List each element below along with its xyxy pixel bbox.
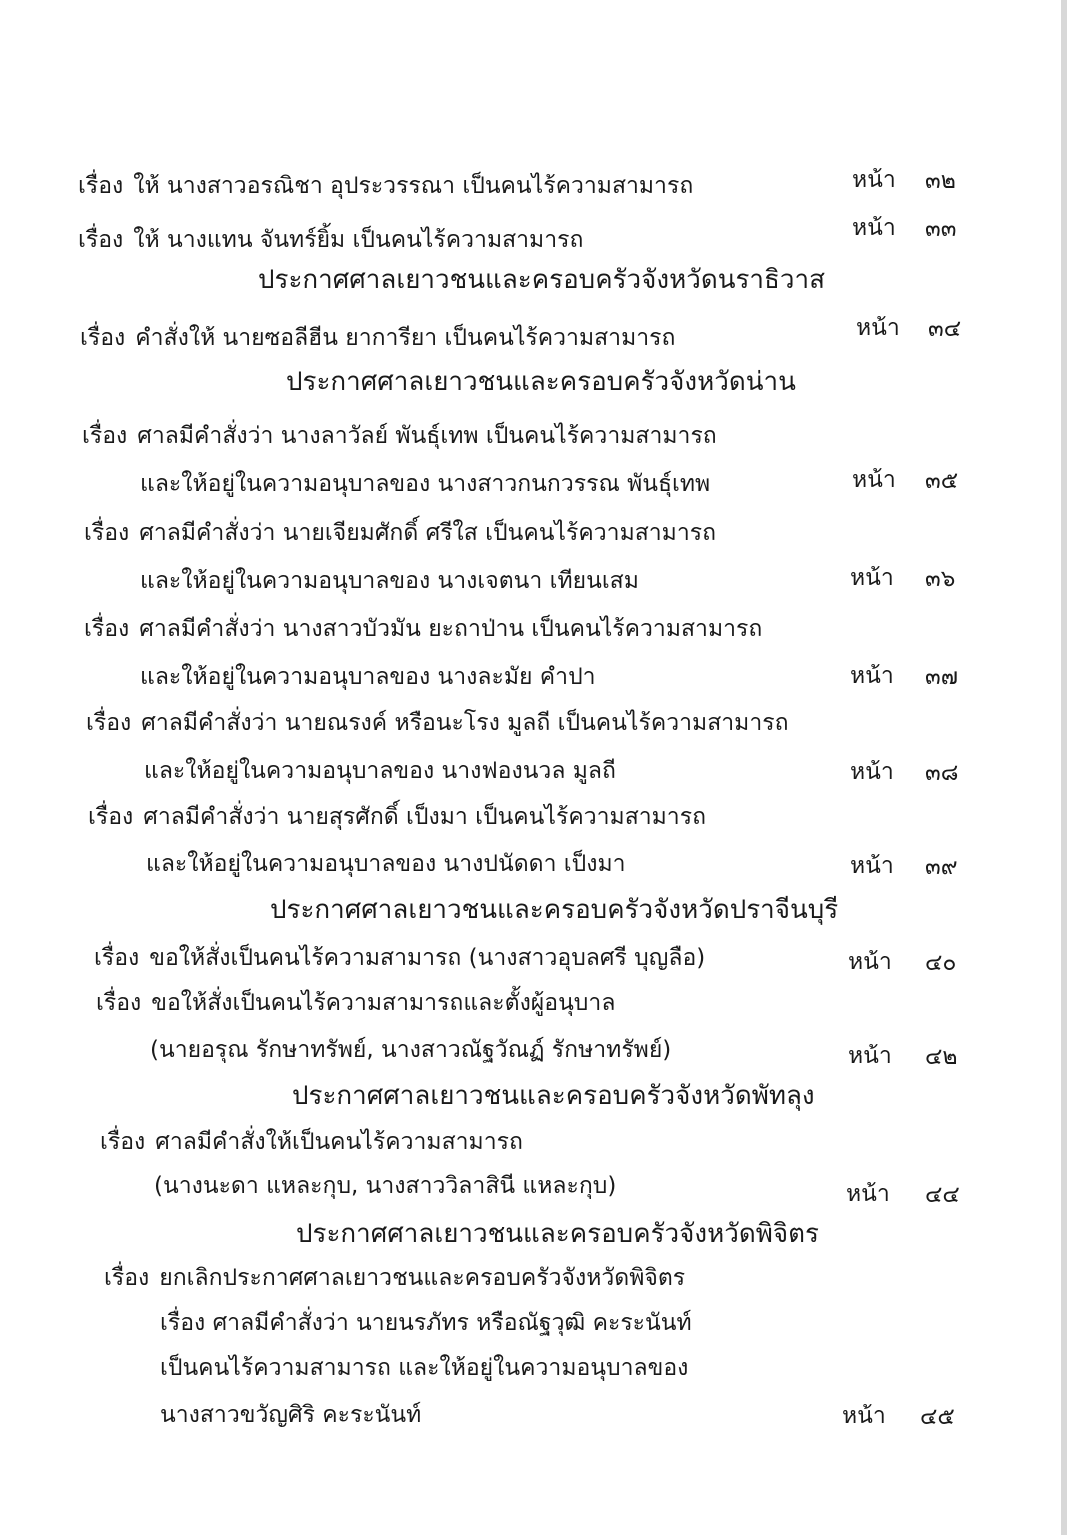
entry-continuation: และให้อยู่ในความอนุบาลของ นางฟองนวล มูลถี: [144, 758, 616, 784]
section-heading: ประกาศศาลเยาวชนและครอบครัวจังหวัดพัทลุง: [292, 1081, 815, 1111]
page-number: ๓๖: [925, 566, 956, 592]
entry-line: [82, 416, 717, 456]
page-number: ๔๔: [925, 1182, 960, 1208]
entry-keyword: เรื่อง: [94, 945, 140, 971]
entry-text: ศาลมีคำสั่งว่า นางสาวบัวมัน ยะถาป่าน เป็นคนไร้ความสามารถ: [139, 616, 763, 642]
entry-text: คำสั่งให้ นายซอลีฮีน ยาการียา เป็นคนไร้ความสามารถ: [135, 325, 676, 351]
entry-text: ศาลมีคำสั่งให้เป็นคนไร้ความสามารถ: [155, 1129, 523, 1155]
entry-text: ขอให้สั่งเป็นคนไร้ความสามารถ (นางสาวอุบลศรี บุญลือ): [149, 945, 706, 971]
entry-line: [100, 1122, 523, 1162]
entry-keyword: เรื่อง: [82, 423, 128, 449]
entry-continuation: และให้อยู่ในความอนุบาลของ นางละมัย คำปา: [140, 664, 596, 690]
entry-continuation: และให้อยู่ในความอนุบาลของ นางเจตนา เทียนเสม: [140, 568, 639, 594]
page-label: หน้า: [848, 949, 892, 975]
page-number: ๔๒: [925, 1044, 958, 1070]
entry-line: [84, 609, 762, 649]
entry-text: ยกเลิกประกาศศาลเยาวชนและครอบครัวจังหวัดพิจิตร: [159, 1265, 686, 1291]
entry-keyword: เรื่อง: [104, 1265, 150, 1291]
entry-keyword: เรื่อง: [84, 616, 130, 642]
section-heading: ประกาศศาลเยาวชนและครอบครัวจังหวัดน่าน: [286, 367, 796, 397]
page-edge-shadow: [1061, 0, 1067, 1535]
entry-continuation: เป็นคนไร้ความสามารถ และให้อยู่ในความอนุบาลของ: [160, 1355, 689, 1381]
entry-text: ให้ นางสาวอรณิชา อุประวรรณา เป็นคนไร้ความสามารถ: [133, 173, 694, 199]
entry-keyword: เรื่อง: [100, 1129, 146, 1155]
page-label: หน้า: [846, 1181, 890, 1207]
entry-text: ให้ นางแทน จันทร์ยิ้ม เป็นคนไร้ความสามารถ: [133, 227, 584, 253]
entry-continuation: นางสาวขวัญศิริ คะระนันท์: [160, 1402, 422, 1428]
entry-text: ศาลมีคำสั่งว่า นายเจียมศักดิ์ ศรีใส เป็นคนไร้ความสามารถ: [139, 520, 717, 546]
entry-text: ขอให้สั่งเป็นคนไร้ความสามารถและตั้งผู้อนุบาล: [151, 990, 616, 1016]
page-label: หน้า: [850, 759, 894, 785]
entry-text: ศาลมีคำสั่งว่า นางลาวัลย์ พันธุ์เทพ เป็นคนไร้ความสามารถ: [137, 423, 717, 449]
page-label: หน้า: [852, 467, 896, 493]
entry-keyword: เรื่อง: [88, 804, 134, 830]
entry-text: ศาลมีคำสั่งว่า นายณรงค์ หรือนะโรง มูลถี เป็นคนไร้ความสามารถ: [141, 710, 789, 736]
entry-line: [96, 983, 615, 1023]
entry-continuation: และให้อยู่ในความอนุบาลของ นางปนัดดา เป็งมา: [146, 851, 626, 877]
section-heading: ประกาศศาลเยาวชนและครอบครัวจังหวัดนราธิวาส: [258, 265, 825, 295]
entry-line: [80, 318, 675, 358]
page-label: หน้า: [850, 565, 894, 591]
section-heading: ประกาศศาลเยาวชนและครอบครัวจังหวัดพิจิตร: [296, 1219, 819, 1249]
section-heading: ประกาศศาลเยาวชนและครอบครัวจังหวัดปราจีนบุรี: [270, 895, 839, 925]
entry-keyword: เรื่อง: [78, 227, 124, 253]
entry-line: [84, 513, 716, 553]
page-label: หน้า: [850, 663, 894, 689]
entry-continuation: เรื่อง ศาลมีคำสั่งว่า นายนรภัทร หรือณัฐวุฒิ คะระนันท์: [160, 1310, 692, 1336]
page-label: หน้า: [850, 853, 894, 879]
entry-continuation: และให้อยู่ในความอนุบาลของ นางสาวกนกวรรณ พันธุ์เทพ: [140, 471, 711, 497]
entry-line: [86, 703, 789, 743]
entry-continuation: (นายอรุณ รักษาทรัพย์, นางสาวณัฐวัณฏ์ รักษาทรัพย์): [150, 1037, 672, 1063]
page-label: หน้า: [852, 215, 896, 241]
entry-keyword: เรื่อง: [84, 520, 130, 546]
entry-text: ศาลมีคำสั่งว่า นายสุรศักดิ์ เป็งมา เป็นคนไร้ความสามารถ: [143, 804, 707, 830]
entry-line: [104, 1258, 685, 1298]
entry-line: [94, 938, 705, 978]
page-number: ๓๗: [925, 664, 959, 690]
page-label: หน้า: [856, 315, 900, 341]
page-number: ๓๘: [925, 760, 959, 786]
page-number: ๓๓: [925, 216, 957, 242]
entry-line: [78, 220, 583, 260]
page-label: หน้า: [848, 1043, 892, 1069]
entry-line: [88, 797, 706, 837]
entry-continuation: (นางนะดา แหละกุบ, นางสาววิลาสินี แหละกุบ): [154, 1173, 617, 1199]
page-number: ๓๔: [928, 316, 962, 342]
page-number: ๔๐: [925, 950, 957, 976]
page-number: ๓๒: [925, 168, 956, 194]
entry-keyword: เรื่อง: [96, 990, 142, 1016]
entry-keyword: เรื่อง: [86, 710, 132, 736]
page-number: ๔๕: [920, 1404, 955, 1430]
page-number: ๓๙: [925, 854, 958, 880]
entry-keyword: เรื่อง: [80, 325, 126, 351]
entry-keyword: เรื่อง: [78, 173, 124, 199]
page-label: หน้า: [852, 167, 896, 193]
entry-line: [78, 166, 693, 206]
page-label: หน้า: [842, 1403, 886, 1429]
page-number: ๓๕: [925, 468, 959, 494]
